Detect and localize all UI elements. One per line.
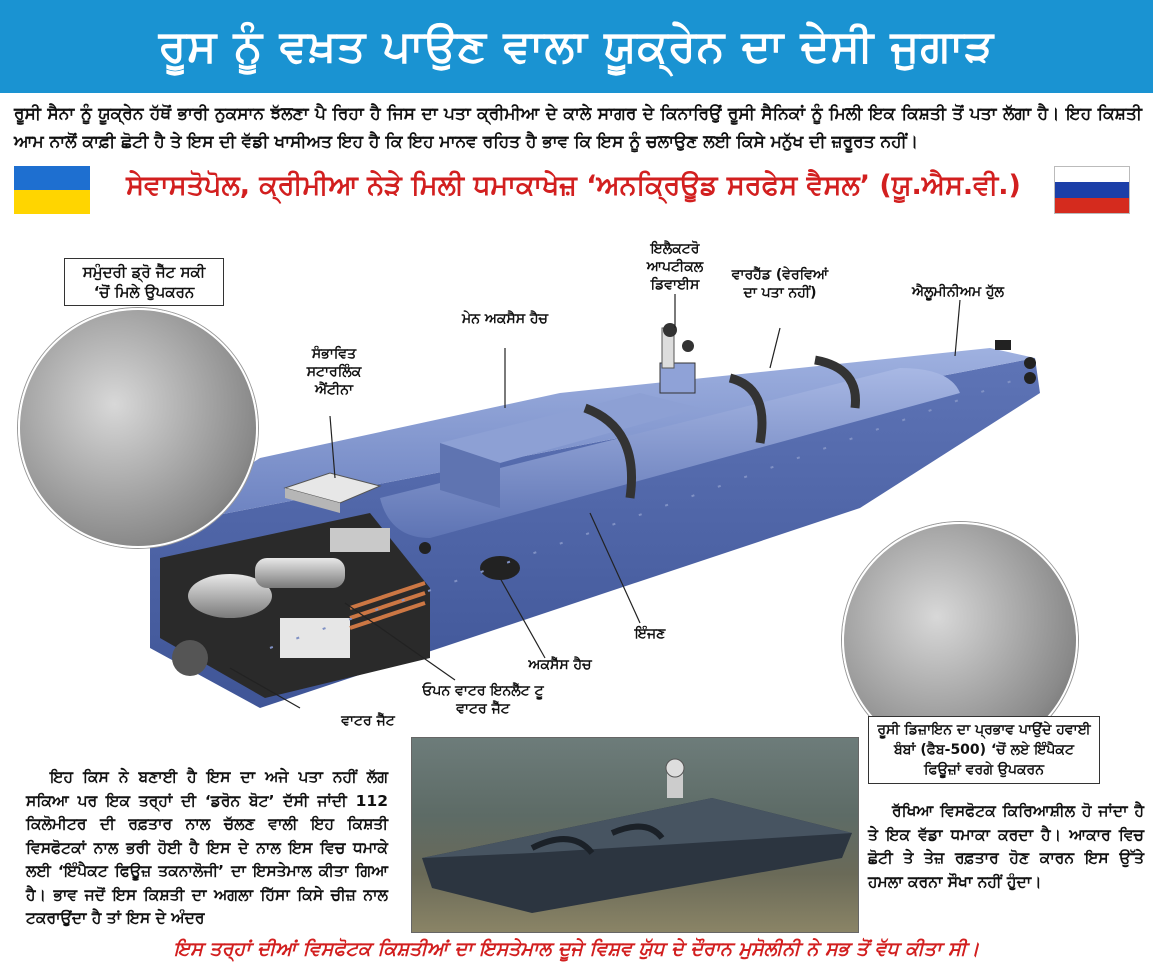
right-paragraph: ਰੱਖਿਆ ਵਿਸਫੋਟਕ ਕਿਰਿਆਸ਼ੀਲ ਹੋ ਜਾਂਦਾ ਹੈ ਤੇ ਇਕ ਵੱਡਾ ਧਮਾਕਾ ਕਰਦਾ ਹੈ। ਆਕਾਰ ਵਿਚ ਛੋਟੀ ਤੇ ਤੇਜ਼ ਰਫ਼ਤਾਰ ਹੋਣ ਕਾਰਨ ਇਸ ਉੱਤੇ ਹਮਲਾ ਕਰਨਾ ਸੌਖਾ ਨਹੀਂ ਹੁੰਦਾ। [868,802,1144,891]
warhead-label: ਵਾਰਹੈੱਡ (ਵੇਰਵਿਆਂ ਦਾ ਪਤਾ ਨਹੀਂ) [731,267,829,301]
sea-drone-label: ਸਮੁੰਦਰੀ ਡ੍ਰੋ ਜੈੱਟ ਸਕੀ ‘ਚੋਂ ਮਿਲੇ ਉਪਕਰਨ [64,258,224,306]
electro-optical-label: ਇਲੈਕਟਰੋ ਆਪਟੀਕਲ ਡਿਵਾਈਸ [646,241,704,293]
starlink-label: ਸੰਭਾਵਿਤ ਸਟਾਰਲਿੰਕ ਐਂਟੀਨਾ [306,346,362,398]
aluminium-hull-label: ਐਲੂਮੀਨੀਅਮ ਹੁੱਲ [911,284,1005,300]
water-jet-label: ਵਾਟਰ ਜੈੱਟ [341,713,395,729]
open-water-inlet-label: ਓਪਨ ਵਾਟਰ ਇਨਲੈੱਟ ਟੂ ਵਾਟਰ ਜੈੱਟ [422,683,544,717]
access-hatch [480,556,520,580]
main-hatch-label: ਮੇਨ ਅਕਸੈਸ ਹੈਚ [462,311,548,327]
intro-text: ਰੂਸੀ ਸੈਨਾ ਨੂੰ ਯੂਕ੍ਰੇਨ ਹੱਥੋਂ ਭਾਰੀ ਨੁਕਸਾਨ ਝੱਲਣਾ ਪੈ ਰਿਹਾ ਹੈ ਜਿਸ ਦਾ ਪਤਾ ਕ੍ਰੀਮੀਆ ਦੇ ਕਾਲੇ ਸਾਗਰ ਦੇ ਕਿਨਾਰਿਉਂ ਰੂਸੀ ਸੈਨਿਕਾਂ ਨੂੰ ਮਿਲੀ ਇਕ ਕਿਸ਼ਤੀ ਤੋਂ ਪਤਾ ਲੱਗਾ ਹੈ। ਇਹ ਕਿਸ਼ਤੀ ਆਮ ਨਾਲੋਂ ਕਾਫ਼ੀ ਛੋਟੀ ਹੈ ਤੇ ਇਸ ਦੀ ਵੱਡੀ ਖਾਸੀਅਤ ਇਹ ਹੈ ਕਿ ਇਹ ਮਾਨਵ ਰਹਿਤ ਹੈ ਭਾਵ ਕਿ ਇਸ ਨੂੰ ਚਲਾਉਣ ਲਈ ਕਿਸੇ ਮਨੁੱਖ ਦੀ ਜ਼ਰੂਰਤ ਨਹੀਂ। [14,104,1142,152]
page-header [0,0,1153,93]
jet-ski-photo [18,308,258,548]
boat-photo [411,737,859,933]
russia-flag-icon [1054,166,1130,214]
russian-design-label: ਰੂਸੀ ਡਿਜ਼ਾਇਨ ਦਾ ਪ੍ਰਭਾਵ ਪਾਉਂਦੇ ਹਵਾਈ ਬੰਬਾਂ (ਫੈਬ-500) ‘ਚੋਂ ਲਏ ਇੰਪੈਕਟ ਫਿਊਜ਼ਾਂ ਵਰਗੇ ਉਪਕਰਨ [868,716,1100,784]
access-hatch-label: ਅਕਸੈੱਸ ਹੈਚ [528,657,592,673]
page-title: ਰੂਸ ਨੂੰ ਵਖ਼ਤ ਪਾਉਣ ਵਾਲਾ ਯੂਕ੍ਰੇਨ ਦਾ ਦੇਸੀ ਜੁਗਾੜ [158,21,995,72]
ukraine-flag-icon [14,166,90,214]
subtitle: ਸੇਵਾਸਤੋਪੋਲ, ਕ੍ਰੀਮੀਆ ਨੇੜੇ ਮਿਲੀ ਧਮਾਕਾਖੇਜ਼ ‘ਅਨਕ੍ਰਿਊਡ ਸਰਫੇਸ ਵੈਸਲ’ (ਯੂ.ਐਸ.ਵੀ.) [126,170,1021,201]
footer-note: ਇਸ ਤਰ੍ਹਾਂ ਦੀਆਂ ਵਿਸਫੋਟਕ ਕਿਸ਼ਤੀਆਂ ਦਾ ਇਸਤੇਮਾਲ ਦੂਜੇ ਵਿਸ਼ਵ ਯੁੱਧ ਦੇ ਦੌਰਾਨ ਮੁਸੋਲੀਨੀ ਨੇ ਸਭ ਤੋਂ ਵੱਧ ਕੀਤਾ ਸੀ। [173,938,980,960]
engine-label: ਇੰਜਣ [634,626,666,642]
left-paragraph: ਇਹ ਕਿਸ ਨੇ ਬਣਾਈ ਹੈ ਇਸ ਦਾ ਅਜੇ ਪਤਾ ਨਹੀਂ ਲੱਗ ਸਕਿਆ ਪਰ ਇਕ ਤਰ੍ਹਾਂ ਦੀ ‘ਡਰੋਨ ਬੋਟ’ ਦੱਸੀ ਜਾਂਦੀ 112 ਕਿਲੋਮੀਟਰ ਦੀ ਰਫ਼ਤਾਰ ਨਾਲ ਚੱਲਣ ਵਾਲੀ ਇਹ ਕਿਸ਼ਤੀ ਵਿਸਫੋਟਕਾਂ ਨਾਲ ਭਰੀ ਹੋਈ ਹੈ ਇਸ ਦੇ ਨਾਲ ਇਸ ਵਿਚ ਧਮਾਕੇ ਲਈ ‘ਇੰਪੈਕਟ ਫਿਊਜ਼ ਤਕਨਾਲੋਜੀ’ ਦਾ ਇਸਤੇਮਾਲ ਕੀਤਾ ਗਿਆ ਹੈ। ਭਾਵ ਜਦੋਂ ਇਸ ਕਿਸ਼ਤੀ ਦਾ ਅਗਲਾ ਹਿੱਸਾ ਕਿਸੇ ਚੀਜ਼ ਨਾਲ ਟਕਰਾਉਂਦਾ ਹੈ ਤਾਂ ਇਸ ਦੇ ਅੰਦਰ [26,768,388,927]
